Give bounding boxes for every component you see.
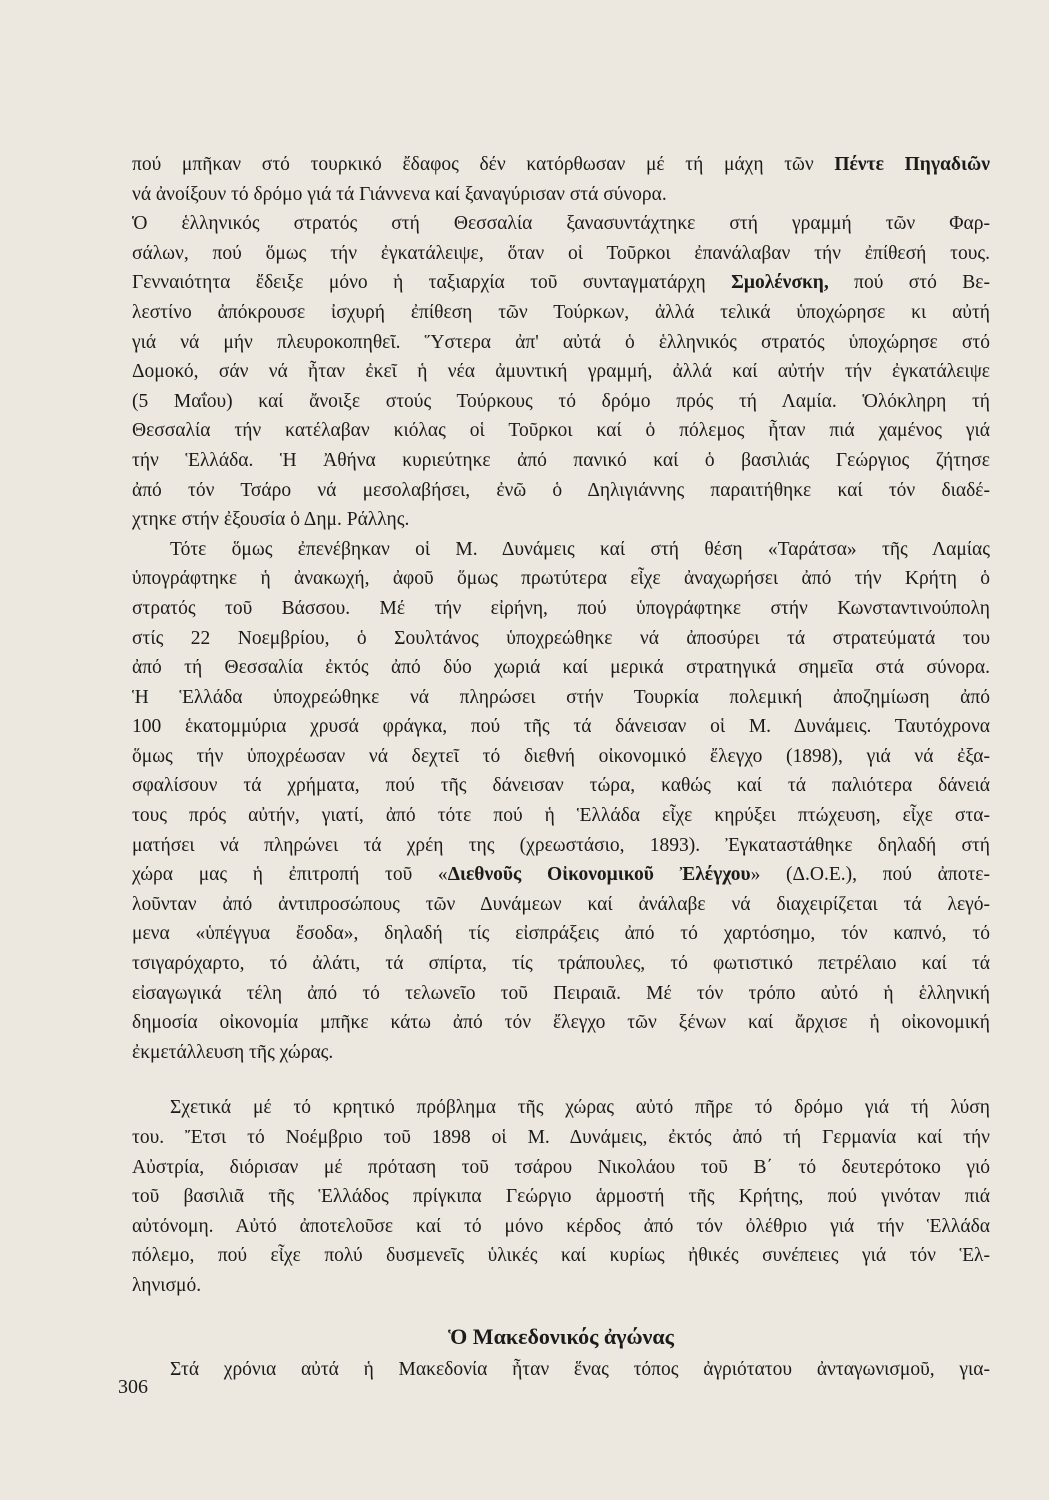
- text-line: Αὐστρία, διόρισαν μέ πρόταση τοῦ τσάρου Νικολάου τοῦ Β΄ τό δευτερότοκο γιό: [132, 1156, 990, 1178]
- text-line: στίς 22 Νοεμβρίου, ὁ Σουλτάνος ὑποχρεώθηκε νά ἀποσύρει τά στρατεύματά του: [132, 627, 990, 649]
- text-line: τήν Ἑλλάδα. Ἡ Ἀθήνα κυριεύτηκε ἀπό πανικό καί ὁ βασιλιάς Γεώργιος ζήτησε: [132, 449, 990, 471]
- text-line: μενα «ὑπέγγυα ἔσοδα», δηλαδή τίς εἰσπράξεις ἀπό τό χαρτόσημο, τόν καπνό, τό: [132, 923, 990, 945]
- text-line: Σχετικά μέ τό κρητικό πρόβλημα τῆς χώρας αὐτό πῆρε τό δρόμο γιά τή λύση: [170, 1097, 990, 1119]
- text-line: (5 Μαΐου) καί ἄνοιξε στούς Τούρκους τό δρόμο πρός τή Λαμία. Ὁλόκληρη τή: [132, 390, 990, 412]
- paragraph-gap: [132, 1067, 990, 1093]
- text-line: σάλων, πού ὅμως τήν ἐγκατάλειψε, ὅταν οἱ Τοῦρκοι ἐπανάλαβαν τήν ἐπίθεσή τους.: [132, 242, 990, 264]
- text-line: λεστίνο ἀπόκρουσε ἰσχυρή ἐπίθεση τῶν Τούρκων, ἀλλά τελικά ὑποχώρησε κι αὐτή: [132, 301, 990, 323]
- text-line: στρατός τοῦ Βάσσου. Μέ τήν εἰρήνη, πού ὑπογράφτηκε στήν Κωνσταντινούπολη: [132, 597, 990, 619]
- text-line: Ἡ Ἑλλάδα ὑποχρεώθηκε νά πληρώσει στήν Τουρκία πολεμική ἀποζημίωση ἀπό: [132, 686, 990, 708]
- text-line: πού μπῆκαν στό τουρκικό ἔδαφος δέν κατόρθωσαν μέ τή μάχη τῶν Πέντε Πηγαδιῶν: [132, 154, 990, 175]
- text-line: Θεσσαλία τήν κατέλαβαν κιόλας οἱ Τοῦρκοι καί ὁ πόλεμος ἦταν πιά χαμένος γιά: [132, 420, 990, 442]
- text-line: ἀπό τόν Τσάρο νά μεσολαβήσει, ἐνῶ ὁ Δηλιγιάννης παραιτήθηκε καί τόν διαδέ-: [132, 479, 990, 501]
- text-line: τους πρός αὐτήν, γιατί, ἀπό τότε πού ἡ Ἑλλάδα εἶχε κηρύξει πτώχευση, εἶχε στα-: [132, 805, 990, 827]
- text-line: Τότε ὅμως ἐπενέβηκαν οἱ Μ. Δυνάμεις καί στή θέση «Ταράτσα» τῆς Λαμίας: [170, 538, 990, 560]
- text-line: αὐτόνομη. Αὐτό ἀποτελοῦσε καί τό μόνο κέρδος ἀπό τόν ὀλέθριο γιά τήν Ἑλλάδα: [132, 1215, 990, 1237]
- text-line: χώρα μας ἡ ἐπιτροπή τοῦ «Διεθνοῦς Οἰκονομικοῦ Ἐλέγχου» (Δ.Ο.Ε.), πού ἀποτε-: [132, 864, 990, 886]
- text-line: ὑπογράφτηκε ἡ ἀνακωχή, ἀφοῦ ὅμως πρωτύτερα εἶχε ἀναχωρήσει ἀπό τήν Κρήτη ὁ: [132, 568, 990, 590]
- text-line: ἀπό τή Θεσσαλία ἐκτός ἀπό δύο χωριά καί μερικά στρατηγικά σημεῖα στά σύνορα.: [132, 657, 990, 679]
- text-line: Στά χρόνια αὐτά ἡ Μακεδονία ἦταν ἕνας τόπος ἀγριότατου ἀνταγωνισμοῦ, για-: [170, 1358, 990, 1380]
- text-line: ματήσει νά πληρώνει τά χρέη της (χρεωστάσιο, 1893). Ἐγκαταστάθηκε δηλαδή στή: [132, 834, 990, 856]
- page-number: 306: [118, 1376, 148, 1398]
- text-line: Ὁ ἑλληνικός στρατός στή Θεσσαλία ξανασυντάχτηκε στή γραμμή τῶν Φαρ-: [132, 213, 990, 235]
- text-line: Δομοκό, σάν νά ἦταν ἐκεῖ ἡ νέα ἀμυντική γραμμή, ἀλλά καί αὐτήν τήν ἐγκατάλειψε: [132, 361, 990, 383]
- page-body: [132, 150, 990, 1384]
- text-line: ὅμως τήν ὑποχρέωσαν νά δεχτεῖ τό διεθνή οἰκονομικό ἔλεγχο (1898), γιά νά ἐξα-: [132, 745, 990, 767]
- text-line: εἰσαγωγικά τέλη ἀπό τό τελωνεῖο τοῦ Πειραιᾶ. Μέ τόν τρόπο αὐτό ἡ ἑλληνική: [132, 982, 990, 1004]
- section-heading: Ὁ Μακεδονικός ἀγώνας: [448, 1323, 674, 1349]
- text-line: τσιγαρόχαρτο, τό ἀλάτι, τά σπίρτα, τίς τράπουλες, τό φωτιστικό πετρέλαιο καί τά: [132, 953, 990, 975]
- text-line: γιά νά μήν πλευροκοπηθεῖ. Ὕστερα ἀπ' αὐτά ὁ ἑλληνικός στρατός ὑποχώρησε στό: [132, 331, 990, 353]
- text-line: σφαλίσουν τά χρήματα, πού τῆς δάνεισαν τώρα, καθώς καί τά παλιότερα δάνειά: [132, 775, 990, 797]
- text-line: δημοσία οἰκονομία μπῆκε κάτω ἀπό τόν ἔλεγχο τῶν ξένων καί ἄρχισε ἡ οἰκονομική: [132, 1012, 990, 1034]
- text-line: τοῦ βασιλιᾶ τῆς Ἑλλάδος πρίγκιπα Γεώργιο ἁρμοστή τῆς Κρήτης, πού γινόταν πιά: [132, 1186, 990, 1208]
- text-line: νά ἀνοίξουν τό δρόμο γιά τά Γιάννενα καί ξαναγύρισαν στά σύνορα.: [132, 183, 667, 205]
- text-line: 100 ἑκατομμύρια χρυσά φράγκα, πού τῆς τά δάνεισαν οἱ Μ. Δυνάμεις. Ταυτόχρονα: [132, 716, 990, 738]
- text-line: πόλεμο, πού εἶχε πολύ δυσμενεῖς ὑλικές καί κυρίως ἠθικές συνέπειες γιά τόν Ἑλ-: [132, 1245, 990, 1267]
- text-line: λοῦνταν ἀπό ἀντιπροσώπους τῶν Δυνάμεων καί ἀνάλαβε νά διαχειρίζεται τά λεγό-: [132, 893, 990, 915]
- text-line: του. Ἔτσι τό Νοέμβριο τοῦ 1898 οἱ Μ. Δυνάμεις, ἐκτός ἀπό τή Γερμανία καί τήν: [132, 1127, 990, 1148]
- text-line: ἐκμετάλλευση τῆς χώρας.: [132, 1041, 334, 1063]
- text-line: ληνισμό.: [132, 1274, 202, 1296]
- text-line: χτηκε στήν ἐξουσία ὁ Δημ. Ράλλης.: [132, 509, 410, 531]
- text-line: Γενναιότητα ἔδειξε μόνο ἡ ταξιαρχία τοῦ συνταγματάρχη Σμολένσκη, πού στό Βε-: [132, 272, 990, 294]
